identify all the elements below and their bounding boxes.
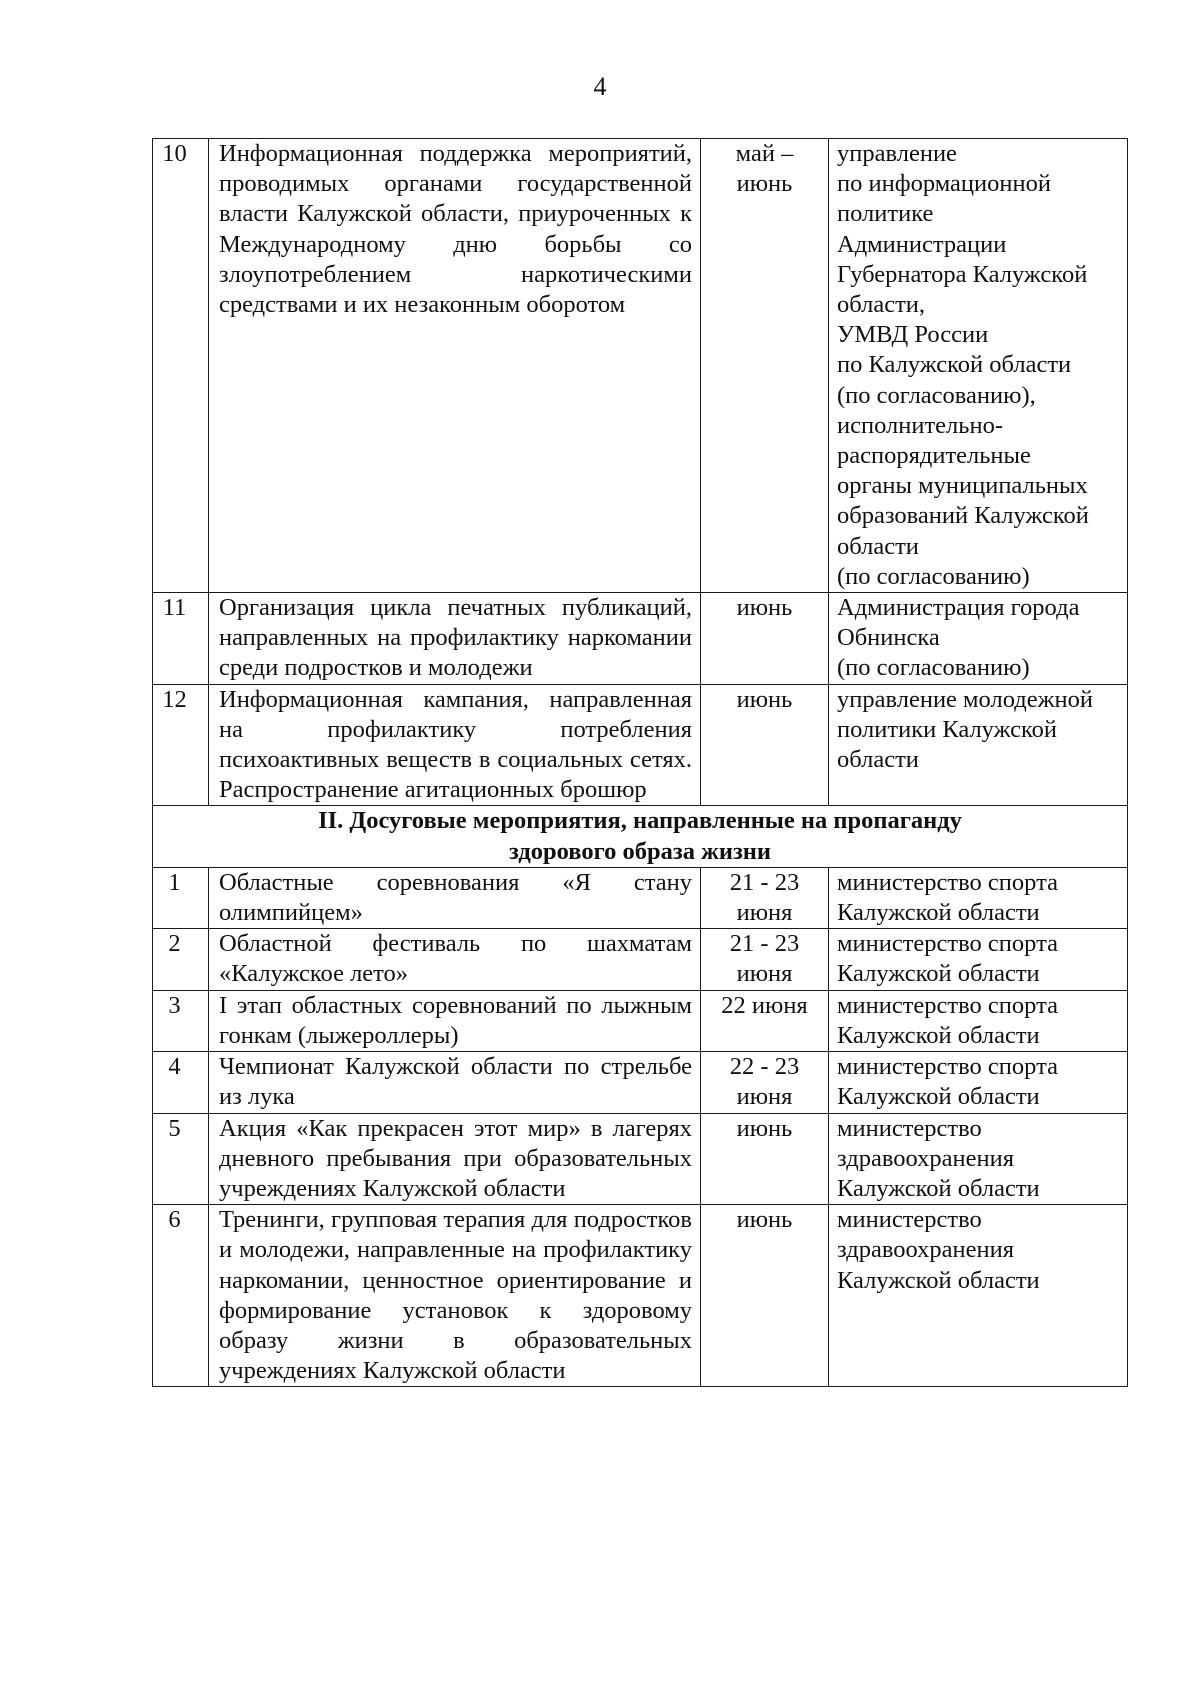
- responsible-line: здравоохранения: [837, 1144, 1014, 1172]
- responsible-line: Обнинска: [837, 624, 940, 652]
- responsible-party: [829, 684, 1128, 806]
- event-description: Областные соревнования «Я стану олимпийцем»: [209, 867, 701, 928]
- responsible-line: органы муниципальных: [837, 472, 1088, 500]
- table-row: [153, 929, 1128, 990]
- event-date: [701, 929, 829, 990]
- responsible-party: [829, 990, 1128, 1051]
- responsible-line: министерство: [837, 1114, 982, 1142]
- responsible-line: (по согласованию),: [837, 381, 1036, 409]
- row-number: 1: [153, 867, 209, 928]
- table-row: [153, 593, 1128, 685]
- responsible-party: [829, 867, 1128, 928]
- section-title: [153, 806, 1128, 867]
- responsible-party: [829, 1205, 1128, 1387]
- event-date: [701, 139, 829, 593]
- event-date-line: июня: [736, 1083, 793, 1111]
- row-number: 4: [153, 1052, 209, 1113]
- event-date: [701, 1052, 829, 1113]
- event-date-line: июнь: [736, 170, 793, 198]
- event-date-line: июня: [736, 899, 793, 927]
- responsible-line: распорядительные: [837, 442, 1031, 470]
- responsible-party: [829, 593, 1128, 685]
- responsible-line: Калужской области: [837, 1083, 1040, 1111]
- responsible-line: области: [837, 746, 919, 774]
- event-description: I этап областных соревнований по лыжным гонкам (лыжероллеры): [209, 990, 701, 1051]
- event-description: Акция «Как прекрасен этот мир» в лагерях дневного пребывания при образовательных учреждениях Калужской области: [209, 1113, 701, 1205]
- event-date-line: июнь: [736, 1114, 793, 1142]
- responsible-line: министерство спорта: [837, 1053, 1058, 1081]
- event-date-line: май –: [735, 140, 794, 167]
- section-title-line-1: II. Досуговые мероприятия, направленные на пропаганду: [318, 807, 962, 835]
- event-date: [701, 1113, 829, 1205]
- event-date: [701, 684, 829, 806]
- event-date-line: 22 - 23: [729, 1053, 800, 1081]
- responsible-line: Администрации: [837, 230, 1007, 258]
- row-number: 3: [153, 990, 209, 1051]
- responsible-line: по информационной: [837, 170, 1051, 198]
- table-body-part-1: [153, 139, 1128, 806]
- responsible-line: образований Калужской: [837, 502, 1089, 530]
- event-description: Областной фестиваль по шахматам «Калужское лето»: [209, 929, 701, 990]
- event-date: [701, 990, 829, 1051]
- event-date-line: 21 - 23: [729, 930, 800, 958]
- event-date-line: июнь: [736, 594, 793, 622]
- table-row: [153, 867, 1128, 928]
- table-row: [153, 1113, 1128, 1205]
- responsible-line: министерство: [837, 1206, 982, 1234]
- table-row: [153, 1205, 1128, 1387]
- table-row: [153, 990, 1128, 1051]
- event-description: Организация цикла печатных публикаций, направленных на профилактику наркомании среди подростков и молодежи: [209, 593, 701, 685]
- responsible-line: управление: [837, 140, 957, 167]
- responsible-line: Калужской области: [837, 1021, 1040, 1049]
- responsible-party: [829, 929, 1128, 990]
- event-description: Тренинги, групповая терапия для подростков и молодежи, направленные на профилактику наркомании, ценностное ориентирование и формирование установок к здоровому образу жизни в образовательных учреждениях Калужской области: [209, 1205, 701, 1387]
- responsible-line: Калужской области: [837, 899, 1040, 927]
- event-date-line: 21 - 23: [729, 868, 800, 896]
- responsible-line: УМВД России: [837, 321, 989, 349]
- responsible-line: политике: [837, 200, 934, 228]
- events-plan-table: [152, 138, 1128, 1387]
- responsible-line: министерство спорта: [837, 868, 1058, 896]
- responsible-line: министерство спорта: [837, 930, 1058, 958]
- responsible-line: области,: [837, 291, 926, 319]
- row-number: 2: [153, 929, 209, 990]
- event-date: [701, 867, 829, 928]
- section-header-group: [153, 806, 1128, 867]
- responsible-line: (по согласованию): [837, 654, 1030, 682]
- responsible-line: по Калужской области: [837, 351, 1072, 379]
- responsible-line: министерство спорта: [837, 991, 1058, 1019]
- responsible-party: [829, 1113, 1128, 1205]
- responsible-line: здравоохранения: [837, 1236, 1014, 1264]
- responsible-line: Калужской области: [837, 1266, 1040, 1294]
- section-header-row: [153, 806, 1128, 867]
- row-number: 10: [153, 139, 209, 593]
- table-row: [153, 684, 1128, 806]
- responsible-party: [829, 139, 1128, 593]
- page-number: 4: [593, 72, 607, 101]
- responsible-line: управление молодежной: [837, 685, 1093, 713]
- event-description: Чемпионат Калужской области по стрельбе из лука: [209, 1052, 701, 1113]
- responsible-party: [829, 1052, 1128, 1113]
- event-date: [701, 1205, 829, 1387]
- table-body-part-2: [153, 867, 1128, 1386]
- responsible-line: Губернатора Калужской: [837, 260, 1088, 288]
- event-date-line: июня: [736, 960, 793, 988]
- event-date-line: июнь: [736, 685, 793, 713]
- event-date-line: июнь: [736, 1206, 793, 1234]
- responsible-line: исполнительно-: [837, 411, 1003, 439]
- row-number: 12: [153, 684, 209, 806]
- event-date-line: 22 июня: [721, 991, 808, 1019]
- responsible-line: политики Калужской: [837, 715, 1057, 743]
- responsible-line: (по согласованию): [837, 562, 1030, 590]
- responsible-line: Калужской области: [837, 960, 1040, 988]
- responsible-line: Администрация города: [837, 594, 1080, 622]
- row-number: 6: [153, 1205, 209, 1387]
- table-row: [153, 1052, 1128, 1113]
- responsible-line: области: [837, 532, 919, 560]
- row-number: 5: [153, 1113, 209, 1205]
- row-number: 11: [153, 593, 209, 685]
- responsible-line: Калужской области: [837, 1174, 1040, 1202]
- event-description: Информационная поддержка мероприятий, проводимых органами государственной власти Калужской области, приуроченных к Международному дню борьбы со злоупотреблением наркотическими средствами и их незаконным оборотом: [209, 139, 701, 593]
- event-date: [701, 593, 829, 685]
- section-title-line-2: здорового образа жизни: [508, 837, 772, 865]
- table-row: [153, 139, 1128, 593]
- event-description: Информационная кампания, направленная на профилактику потребления психоактивных веществ в социальных сетях. Распространение агитационных брошюр: [209, 684, 701, 806]
